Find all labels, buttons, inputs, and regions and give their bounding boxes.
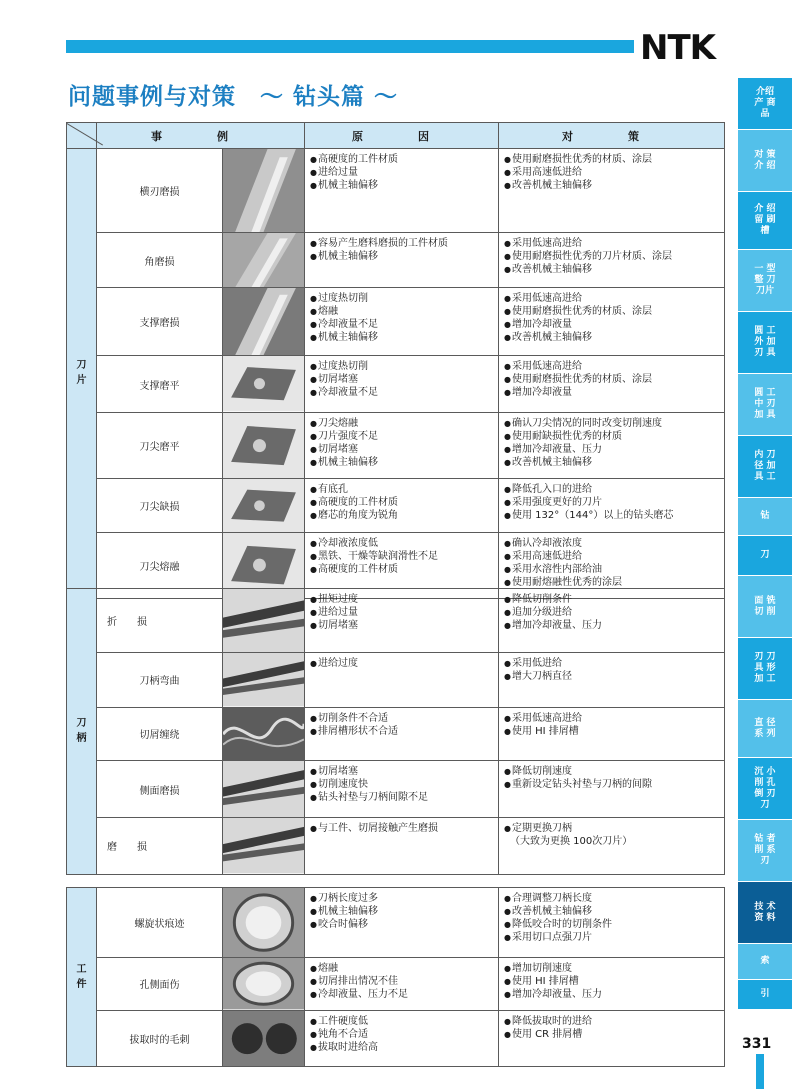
cause-list [305, 412, 499, 478]
issue-table [66, 588, 725, 875]
measure-item: ● 使用 HI 排屑槽 [504, 725, 719, 738]
measure-item: ● 使用 CR 排屑槽 [504, 1028, 719, 1041]
measure-item: ● 改善机械主轴偏移 [504, 456, 719, 469]
case-name: 折 损 [97, 589, 223, 653]
cause-list [305, 958, 499, 1010]
case-name: 角磨损 [97, 233, 223, 288]
sidebar-tab[interactable] [738, 576, 792, 638]
table-row [67, 478, 725, 532]
sidebar-tab[interactable] [738, 980, 792, 1010]
measure-item: ● 改善机械主轴偏移 [504, 179, 719, 192]
measure-item: ● 合理调整刀柄长度 [504, 892, 719, 905]
issue-table-1 [66, 122, 725, 599]
sidebar-tab[interactable] [738, 312, 792, 374]
sidebar-tab[interactable] [738, 78, 792, 130]
cause-item: ● 进给过量 [310, 606, 493, 619]
cause-item: ● 高硬度的工件材质 [310, 153, 493, 166]
case-name: 侧面磨损 [97, 760, 223, 817]
issue-table-3 [66, 887, 725, 1067]
measure-item: ● 增加冷却液量、压力 [504, 619, 719, 632]
cause-item: ● 熔融 [310, 305, 493, 318]
case-photo [223, 478, 305, 532]
measure-item: ● 增加冷却液量、压力 [504, 988, 719, 1001]
cause-item: ● 排屑槽形状不合适 [310, 725, 493, 738]
cause-item: ● 工件硬度低 [310, 1015, 493, 1028]
measure-list [499, 1010, 725, 1066]
measure-list [499, 412, 725, 478]
cause-item: ● 切屑堵塞 [310, 765, 493, 778]
measure-list [499, 356, 725, 412]
cause-item: ● 机械主轴偏移 [310, 331, 493, 344]
cause-item: ● 刀片强度不足 [310, 430, 493, 443]
page-number: 331 [742, 1036, 772, 1052]
cause-item: ● 有底孔 [310, 483, 493, 496]
case-name: 螺旋状痕迹 [97, 888, 223, 958]
sidebar-tab[interactable] [738, 250, 792, 312]
sidebar-tab[interactable] [738, 638, 792, 700]
measure-item: ● 重新设定钻头衬垫与刀柄的间隙 [504, 778, 719, 791]
measure-item: ● 使用 HI 排屑槽 [504, 975, 719, 988]
measure-item: ● 使用耐磨损性优秀的材质、涂层 [504, 373, 719, 386]
case-photo [223, 653, 305, 707]
page-title: 问题事例与对策 ～ 钻头篇 ～ [68, 84, 399, 110]
cause-item: ● 冷却液量、压力不足 [310, 988, 493, 1001]
sidebar-index [738, 78, 792, 1010]
case-name: 拔取时的毛刺 [97, 1010, 223, 1066]
measure-item: ● 使用 132°（144°）以上的钻头磨芯 [504, 509, 719, 522]
sidebar-tab[interactable] [738, 436, 792, 498]
sidebar-tab[interactable] [738, 700, 792, 758]
cause-item: ● 容易产生磨料磨损的工件材质 [310, 237, 493, 250]
case-name: 横刃磨损 [97, 149, 223, 233]
cause-item: ● 高硬度的工件材质 [310, 563, 493, 576]
cause-item: ● 进给过量 [310, 166, 493, 179]
header-corner-cell [67, 123, 97, 149]
sidebar-tab-label: 钻 [760, 511, 770, 521]
measure-list [499, 760, 725, 817]
measure-item: ● 采用切口点强刀片 [504, 931, 719, 944]
table-row [67, 818, 725, 874]
measure-list [499, 288, 725, 356]
chip-entanglement-photo [223, 708, 304, 760]
sidebar-tab-label: 直 径 系 列 [754, 717, 776, 739]
case-photo [223, 888, 305, 958]
header-cause: 原 因 [305, 123, 499, 149]
case-photo [223, 412, 305, 478]
cause-item: ● 机械主轴偏移 [310, 905, 493, 918]
table-row [67, 589, 725, 653]
cause-item: ● 咬合时偏移 [310, 918, 493, 931]
cause-item: ● 钻头衬垫与刀柄间隙不足 [310, 791, 493, 804]
sidebar-tab[interactable] [738, 374, 792, 436]
cause-item: ● 过度热切削 [310, 360, 493, 373]
cause-list [305, 589, 499, 653]
case-photo [223, 233, 305, 288]
cause-item: ● 熔融 [310, 962, 493, 975]
shank-bending-photo [223, 653, 304, 706]
insert-tip-chipping-photo [223, 479, 304, 532]
measure-list [499, 707, 725, 760]
table-row [67, 888, 725, 958]
cause-item: ● 切削速度快 [310, 778, 493, 791]
sidebar-tab-label: 内 刀 径 加 具 工 [754, 450, 776, 482]
sidebar-tab-label: 圆 工 外 加 刃 具 [754, 326, 776, 358]
table-row [67, 233, 725, 288]
case-photo [223, 760, 305, 817]
case-name: 刀尖熔融 [97, 533, 223, 598]
cause-item: ● 冷却液量不足 [310, 318, 493, 331]
measure-item: ● 追加分级进给 [504, 606, 719, 619]
issue-table-2 [66, 588, 725, 875]
group-label-text: 刀柄 [76, 718, 87, 745]
table-header-row [67, 123, 725, 149]
insert-tip-flattening-photo [223, 413, 304, 478]
sidebar-tab[interactable] [738, 130, 792, 192]
cause-list [305, 818, 499, 874]
cause-item: ● 冷却液浓度低 [310, 537, 493, 550]
sidebar-tab[interactable] [738, 944, 792, 980]
measure-item: ● 增加冷却液量、压力 [504, 443, 719, 456]
cause-item: ● 冷却液量不足 [310, 386, 493, 399]
sidebar-tab-label: 介绍 产 商品 [754, 87, 776, 119]
cause-item: ● 切屑排出情况不佳 [310, 975, 493, 988]
measure-item: ● 使用耐缺损性优秀的材质 [504, 430, 719, 443]
spiral-marks-photo [223, 888, 304, 957]
sidebar-tab-label: 圆 工 中 刃 加 具 [754, 388, 776, 420]
cause-item: ● 切削条件不合适 [310, 712, 493, 725]
cause-item: ● 刀尖熔融 [310, 417, 493, 430]
cause-item: ● 高硬度的工件材质 [310, 496, 493, 509]
sidebar-tab-label: 刀 [760, 550, 770, 560]
measure-item: ● 采用水溶性内部给油 [504, 563, 719, 576]
case-name: 支撑磨平 [97, 356, 223, 412]
cause-list [305, 707, 499, 760]
table-row [67, 1010, 725, 1066]
cause-list [305, 478, 499, 532]
header-case: 事 例 [97, 123, 305, 149]
measure-item: ● 采用低速高进给 [504, 712, 719, 725]
cause-item: ● 机械主轴偏移 [310, 179, 493, 192]
case-name: 刀柄弯曲 [97, 653, 223, 707]
measure-list [499, 589, 725, 653]
cause-list [305, 288, 499, 356]
sidebar-tab[interactable] [738, 192, 792, 250]
measure-item: ● 使用耐磨损性优秀的刀片材质、涂层 [504, 250, 719, 263]
table-row [67, 288, 725, 356]
measure-list [499, 958, 725, 1010]
ntk-logo: NTK [640, 28, 715, 68]
sidebar-tab[interactable] [738, 820, 792, 882]
sidebar-tab-label: 刃 刀 具 形 加 工 [754, 652, 776, 684]
group-label [67, 888, 97, 1067]
case-name: 刀尖磨平 [97, 412, 223, 478]
cause-item: ● 与工件、切屑接触产生磨损 [310, 822, 493, 835]
case-name: 切屑缠绕 [97, 707, 223, 760]
group-label-text: 刀片 [76, 360, 87, 387]
measure-item: ● 采用低进给 [504, 657, 719, 670]
measure-item: ● 采用低速高进给 [504, 360, 719, 373]
cause-list [305, 1010, 499, 1066]
measure-item: ● 改善机械主轴偏移 [504, 263, 719, 276]
exit-burr-photo [223, 1011, 304, 1066]
sidebar-tab-label: 钻 者 削 系 刃 [754, 834, 776, 866]
measure-item: ● 确认刀尖情况的同时改变切削速度 [504, 417, 719, 430]
case-name: 磨 损 [97, 818, 223, 874]
measure-item: ● 降低切削条件 [504, 593, 719, 606]
case-name: 刀尖缺损 [97, 478, 223, 532]
measure-item: ● 改善机械主轴偏移 [504, 331, 719, 344]
sidebar-tab-label: 索 [760, 956, 770, 966]
table-row [67, 958, 725, 1010]
measure-list [499, 478, 725, 532]
side-wear-photo [223, 761, 304, 817]
case-photo [223, 288, 305, 356]
table-row [67, 356, 725, 412]
measure-list [499, 653, 725, 707]
measure-list [499, 818, 725, 874]
measure-item: ● 增加冷却液量 [504, 318, 719, 331]
table-row [67, 653, 725, 707]
insert-margin-flattening-photo [223, 356, 304, 411]
header-accent-bar [66, 40, 634, 53]
group-label [67, 589, 97, 875]
measure-item: ● 采用高速低进给 [504, 166, 719, 179]
sidebar-tab[interactable] [738, 498, 792, 536]
measure-item: ● 改善机械主轴偏移 [504, 905, 719, 918]
measure-item: ● 使用耐熔融性优秀的涂层 [504, 576, 719, 589]
hole-wall-damage-photo [223, 958, 304, 1009]
case-photo [223, 356, 305, 412]
drill-corner-wear-photo [223, 233, 304, 287]
case-photo [223, 818, 305, 874]
case-photo [223, 1010, 305, 1066]
cause-list [305, 760, 499, 817]
group-label [67, 149, 97, 599]
measure-item: ● 增加切削速度 [504, 962, 719, 975]
cause-list [305, 888, 499, 958]
measure-item: ● 定期更换刀柄 [504, 822, 719, 835]
cause-item: ● 磨芯的角度为锐角 [310, 509, 493, 522]
cause-item: ● 切屑堵塞 [310, 443, 493, 456]
cause-item: ● 切屑堵塞 [310, 373, 493, 386]
page-number-bar [756, 1054, 764, 1089]
cause-item: ● 进给过度 [310, 657, 493, 670]
case-photo [223, 958, 305, 1010]
sidebar-tab-label: 引 [760, 989, 770, 999]
measure-item: ● 降低咬合时的切削条件 [504, 918, 719, 931]
table-row [67, 412, 725, 478]
measure-item: ● 增加冷却液量 [504, 386, 719, 399]
case-photo [223, 149, 305, 233]
case-name: 孔侧面伤 [97, 958, 223, 1010]
measure-item: ● 确认冷却液浓度 [504, 537, 719, 550]
measure-item: ● 降低切削速度 [504, 765, 719, 778]
cause-list [305, 149, 499, 233]
table-row [67, 707, 725, 760]
case-name: 支撑磨损 [97, 288, 223, 356]
sidebar-tab-label: 面 铣 切 削 [754, 595, 776, 617]
measure-list [499, 149, 725, 233]
sidebar-tab-label: 一 型 整 刀 刀片 [754, 264, 776, 296]
cause-item: ● 钝角不合适 [310, 1028, 493, 1041]
measure-item: ● 增大刀柄直径 [504, 670, 719, 683]
shank-breakage-photo [223, 589, 304, 652]
cause-item: ● 扭矩过度 [310, 593, 493, 606]
sidebar-tab-label: 技 术 资 料 [754, 901, 776, 923]
measure-item: ● 采用强度更好的刀片 [504, 496, 719, 509]
sidebar-tab-label: 沉 小 削 孔 倒 刃 刀 [754, 766, 776, 810]
measure-item: ● 采用高速低进给 [504, 550, 719, 563]
cause-item: ● 刀柄长度过多 [310, 892, 493, 905]
sidebar-tab[interactable] [738, 536, 792, 576]
cause-item: ● 切屑堵塞 [310, 619, 493, 632]
sidebar-tab[interactable] [738, 882, 792, 944]
sidebar-tab[interactable] [738, 758, 792, 820]
measure-list [499, 233, 725, 288]
table-row [67, 760, 725, 817]
group-label-text: 工件 [76, 963, 87, 990]
cause-list [305, 233, 499, 288]
case-photo [223, 589, 305, 653]
measure-item: ● 使用耐磨损性优秀的材质、涂层 [504, 305, 719, 318]
cause-list [305, 356, 499, 412]
measure-item: （大致为更换 100次刀片） [510, 836, 633, 848]
cause-item: ● 黑铁、干燥等缺润滑性不足 [310, 550, 493, 563]
measure-item: ● 使用耐磨损性优秀的材质、涂层 [504, 153, 719, 166]
issue-table [66, 122, 725, 599]
measure-item: ● 采用低速高进给 [504, 292, 719, 305]
drill-chisel-edge-wear-photo [223, 149, 304, 232]
sidebar-tab-label: 介 绍 留 刷 槽 [754, 204, 776, 236]
measure-list [499, 888, 725, 958]
cause-item: ● 拔取时进给高 [310, 1041, 493, 1054]
header-measure: 对 策 [499, 123, 725, 149]
drill-margin-wear-photo [223, 288, 304, 355]
sidebar-tab-label: 对 策 介 绍 [754, 149, 776, 171]
measure-item: ● 降低孔入口的进给 [504, 483, 719, 496]
measure-item: ● 采用低速高进给 [504, 237, 719, 250]
case-photo [223, 707, 305, 760]
table-row [67, 149, 725, 233]
shank-wear-photo [223, 818, 304, 873]
cause-item: ● 机械主轴偏移 [310, 250, 493, 263]
cause-list [305, 653, 499, 707]
cause-item: ● 过度热切削 [310, 292, 493, 305]
cause-item: ● 机械主轴偏移 [310, 456, 493, 469]
issue-table [66, 887, 725, 1067]
measure-item: ● 降低拔取时的进给 [504, 1015, 719, 1028]
